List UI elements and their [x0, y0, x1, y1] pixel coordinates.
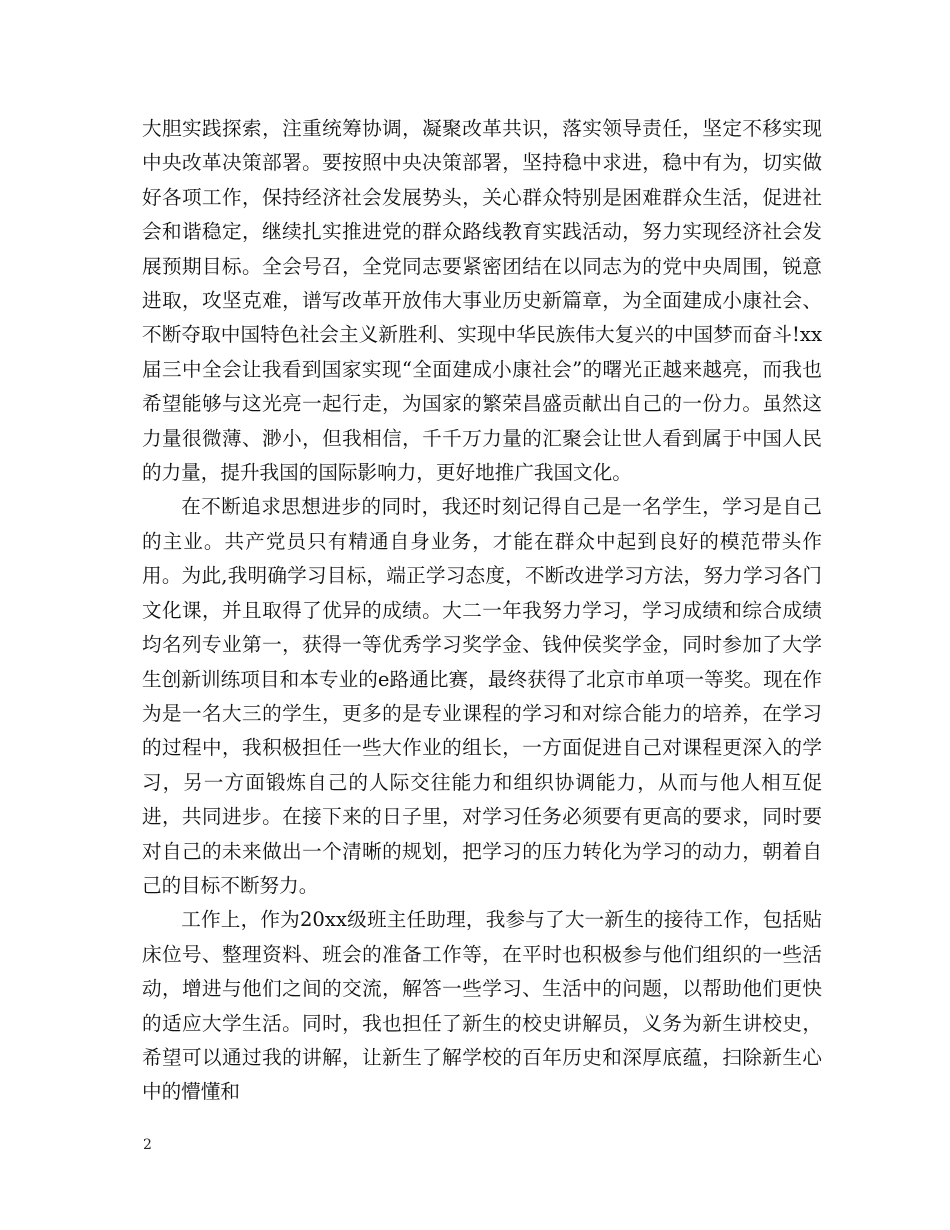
document-body [142, 112, 822, 1110]
paragraph-continued: 大胆实践探索，注重统筹协调，凝聚改革共识，落实领导责任，坚定不移实现中央改革决策部署。要按照中央决策部署，坚持稳中求进，稳中有为，切实做好各项工作，保持经济社会发展势头，关心群众特别是困难群众生活，促进社会和谐稳定，继续扎实推进党的群众路线教育实践活动，努力实现经济社会发展预期目标。全会号召，全党同志要紧密团结在以同志为的党中央周围，锐意进取，攻坚克难，谱写改革开放伟大事业历史新篇章，为全面建成小康社会、不断夺取中国特色社会主义新胜利、实现中华民族伟大复兴的中国梦而奋斗!xx届三中全会让我看到国家实现“全面建成小康社会”的曙光正越来越亮，而我也希望能够与这光亮一起行走，为国家的繁荣昌盛贡献出自己的一份力。虽然这力量很微薄、渺小，但我相信，千千万力量的汇聚会让世人看到属于中国人民的力量，提升我国的国际影响力，更好地推广我国文化。 [142, 117, 822, 485]
paragraph-work: 工作上，作为20xx级班主任助理，我参与了大一新生的接待工作，包括贴床位号、整理资料、班会的准备工作等，在平时也积极参与他们组织的一些活动，增进与他们之间的交流，解答一些学习、生活中的问题，以帮助他们更快的适应大学生活。同时，我也担任了新生的校史讲解员，义务为新生讲校史，希望可以通过我的讲解，让新生了解学校的百年历史和深厚底蕴，扫除新生心中的懵懂和 [142, 908, 822, 1104]
paragraph-study: 在不断追求思想进步的同时，我还时刻记得自己是一名学生，学习是自己的主业。共产党员只有精通自身业务，才能在群众中起到良好的模范带头作用。为此,我明确学习目标，端正学习态度，不断改进学习方法，努力学习各门文化课，并且取得了优异的成绩。大二一年我努力学习，学习成绩和综合成绩均名列专业第一，获得一等优秀学习奖学金、钱仲侯奖学金，同时参加了大学生创新训练项目和本专业的e路通比赛，最终获得了北京市单项一等奖。现在作为是一名大三的学生，更多的是专业课程的学习和对综合能力的培养，在学习的过程中，我积极担任一些大作业的组长，一方面促进自己对课程更深入的学习，另一方面锻炼自己的人际交往能力和组织协调能力，从而与他人相互促进，共同进步。在接下来的日子里，对学习任务必须要有更高的要求，同时要对自己的未来做出一个清晰的规划，把学习的压力转化为学习的动力，朝着自己的目标不断努力。 [142, 495, 822, 897]
page-number: 2 [143, 1137, 152, 1153]
